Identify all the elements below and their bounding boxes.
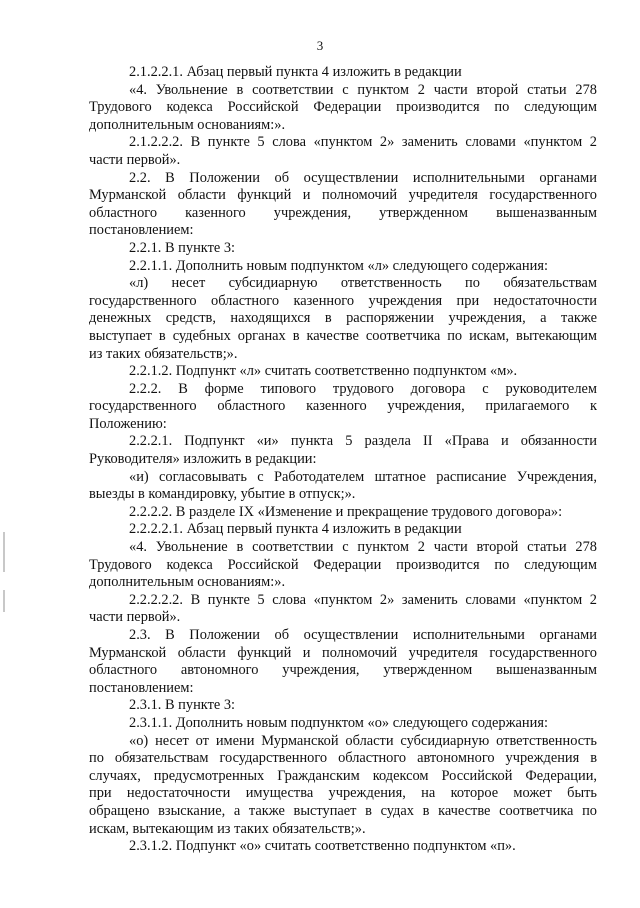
text-line: областного казенного учреждения, утвержденном вышеназванным [89,204,597,221]
text-line: «и) согласовывать с Работодателем штатное расписание Учреждения, [129,468,597,485]
text-line: по обязательствам государственного областного автономного учреждения в [89,750,597,767]
text-line: постановлением: [89,222,194,239]
text-line: выступает в судебных органах в качестве соответчика по искам, вытекающим [89,327,597,344]
text-line: выезды в командировку, убытие в отпуск;». [89,486,356,503]
text-line: из таких обязательств;». [89,345,238,362]
text-line: дополнительным основаниям:». [89,116,286,133]
text-line: денежных средств, находящихся в распоряжении учреждения, а также [89,310,597,327]
text-line: при недостаточности имущества учреждения, на которое может быть [89,785,597,802]
text-line: «4. Увольнение в соответствии с пунктом 2 части второй статьи 278 [129,539,597,556]
document-body [89,64,597,856]
text-line: 2.3.1. В пункте 3: [129,697,236,714]
text-line: Трудового кодекса Российской Федерации производится по следующим [89,556,597,573]
text-line: 2.1.2.2.1. Абзац первый пункта 4 изложить в редакции [129,64,462,80]
text-line: 2.2.2.1. Подпункт «и» пункта 5 раздела II «Права и обязанности [129,433,597,450]
text-line: Мурманской области функций и полномочий учредителя государственного [89,644,597,661]
text-line: государственного областного казенного учреждения при недостаточности [89,292,597,309]
text-line: «4. Увольнение в соответствии с пунктом 2 части второй статьи 278 [129,81,597,98]
text-line: 2.3. В Положении об осуществлении исполнительными органами [129,627,597,643]
text-line: 2.2.2. В форме типового трудового договора с руководителем [129,380,597,397]
text-line: 2.2.1.2. Подпункт «л» считать соответственно подпунктом «м». [129,363,518,380]
text-line: 2.2.1.1. Дополнить новым подпунктом «л» следующего содержания: [129,257,548,274]
page-number: 3 [316,38,324,53]
scan-edge-mark [3,532,5,572]
text-line: Положению: [89,415,167,432]
text-line: 2.1.2.2.2. В пункте 5 слова «пунктом 2» заменить словами «пунктом 2 [129,134,597,151]
text-line: «о) несет от имени Мурманской области субсидиарную ответственность [129,732,597,749]
text-line: 2.2. В Положении об осуществлении исполнительными органами [129,169,597,186]
text-line: Трудового кодекса Российской Федерации производится по следующим [89,99,597,116]
text-line: 2.2.1. В пункте 3: [129,239,236,256]
text-line: 2.2.2.2. В разделе IX «Изменение и прекращение трудового договора»: [129,503,563,520]
text-line: государственного областного казенного учреждения, прилагаемого к [89,398,597,415]
text-line: 2.2.2.2.2. В пункте 5 слова «пунктом 2» заменить словами «пунктом 2 [129,591,597,608]
text-line: обращено взыскание, а также выступает в судах в качестве соответчика по [89,802,597,819]
text-line: части первой». [89,151,181,168]
text-line: искам, вытекающим из таких обязательств;». [89,820,366,837]
text-line: 2.3.1.2. Подпункт «о» считать соответственно подпунктом «п». [129,838,516,855]
text-line: 2.2.2.2.1. Абзац первый пункта 4 изложить в редакции [129,521,462,538]
scan-edge-mark [3,590,5,612]
text-line: областного автономного учреждения, утвержденном вышеназванным [89,662,597,679]
text-line: случаях, предусмотренных Гражданским кодексом Российской Федерации, [89,767,597,784]
text-line: 2.3.1.1. Дополнить новым подпунктом «о» следующего содержания: [129,714,548,731]
text-line: Мурманской области функций и полномочий учредителя государственного [89,187,597,204]
text-line: части первой». [89,609,181,626]
text-line: дополнительным основаниям:». [89,574,286,591]
text-line: «л) несет субсидиарную ответственность по обязательствам [129,275,597,292]
text-line: Руководителя» изложить в редакции: [89,451,317,468]
text-line: постановлением: [89,679,194,696]
